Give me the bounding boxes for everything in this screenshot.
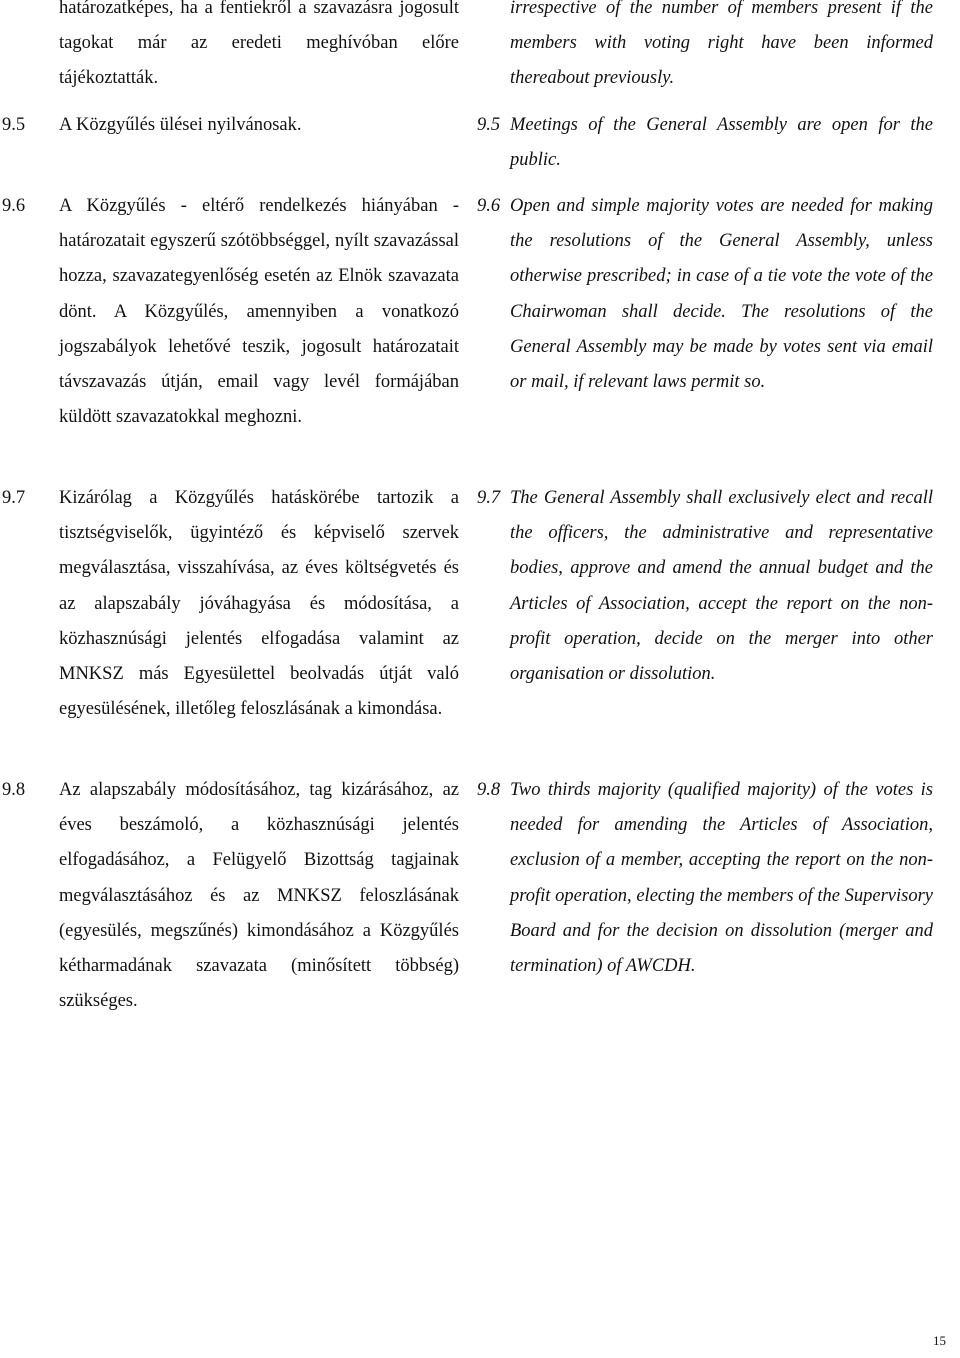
hu-continuation-text: határozatképes, ha a fentiekről a szavazásra jogosult tagokat már az eredeti meghívóban előre tájékoztatták.	[59, 0, 459, 89]
section-number-en: 9.7	[477, 488, 501, 508]
section-number-en: 9.6	[477, 196, 501, 216]
section-number-hu: 9.5	[2, 115, 26, 135]
section-en	[477, 108, 933, 171]
section-number-hu: 9.7	[2, 488, 26, 508]
section-hu-text: A Közgyűlés ülései nyilvánosak.	[59, 115, 302, 135]
section-en-text: Open and simple majority votes are needed for making the resolutions of the General Assembly, unless otherwise prescribed; in case of a tie vote the vote of the Chairwoman shall decide. The resolutions of the General Assembly may be made by votes sent via email or mail, if relevant laws permit so.	[510, 196, 933, 393]
section-number-en: 9.5	[477, 115, 501, 135]
section-en	[477, 189, 933, 393]
section-hu-text: Az alapszabály módosításához, tag kizárásához, az éves beszámoló, a közhasznúsági jelentés elfogadásához, a Felügyelő Bizottság tagjainak megválasztásához és az MNKSZ feloszlásának (egyesülés, megszűnés) kimondásához a Közgyűlés kétharmadának szavazata (minősített többség) szükséges.	[59, 780, 459, 1012]
section-number-en: 9.8	[477, 780, 501, 800]
section-number-hu: 9.6	[2, 196, 26, 216]
section-en-text: Two thirds majority (qualified majority) of the votes is needed for amending the Articles of Association, exclusion of a member, accepting the report on the non-profit operation, electing the members of the Supervisory Board and for the decision on dissolution (merger and termination) of AWCDH.	[510, 780, 933, 977]
page-number: 15	[933, 1333, 946, 1348]
section-en	[477, 773, 933, 977]
hu-continuation	[59, 0, 459, 97]
section-en-text: The General Assembly shall exclusively elect and recall the officers, the administrative and representative bodies, approve and amend the annual budget and the Articles of Association, accept the report on the non-profit operation, decide on the merger into other organisation or dissolution.	[510, 488, 933, 685]
en-continuation-text: irrespective of the number of members present if the members with voting right have been informed thereabout previously.	[510, 0, 933, 89]
section-hu-text: A Közgyűlés - eltérő rendelkezés hiányában - határozatait egyszerű szótöbbséggel, nyílt szavazással hozza, szavazategyenlőség esetén az Elnök szavazata dönt. A Közgyűlés, amennyiben a vonatkozó jogszabályok lehetővé teszik, jogosult határozatait távszavazás útján, email vagy levél formájában küldött szavazatokkal meghozni.	[59, 196, 459, 428]
section-hu-text: Kizárólag a Közgyűlés hatáskörébe tartozik a tisztségviselők, ügyintéző és képviselő szervek megválasztása, visszahívása, az éves költségvetés és az alapszabály jóváhagyása és módosítása, a közhasznúsági jelentés elfogadása valamint az MNKSZ más Egyesülettel beolvadás útját való egyesülésének, illetőleg feloszlásának a kimondása.	[59, 488, 459, 720]
section-en	[477, 481, 933, 685]
section-en-text: Meetings of the General Assembly are open for the public.	[510, 115, 933, 171]
section-number-hu: 9.8	[2, 780, 26, 800]
